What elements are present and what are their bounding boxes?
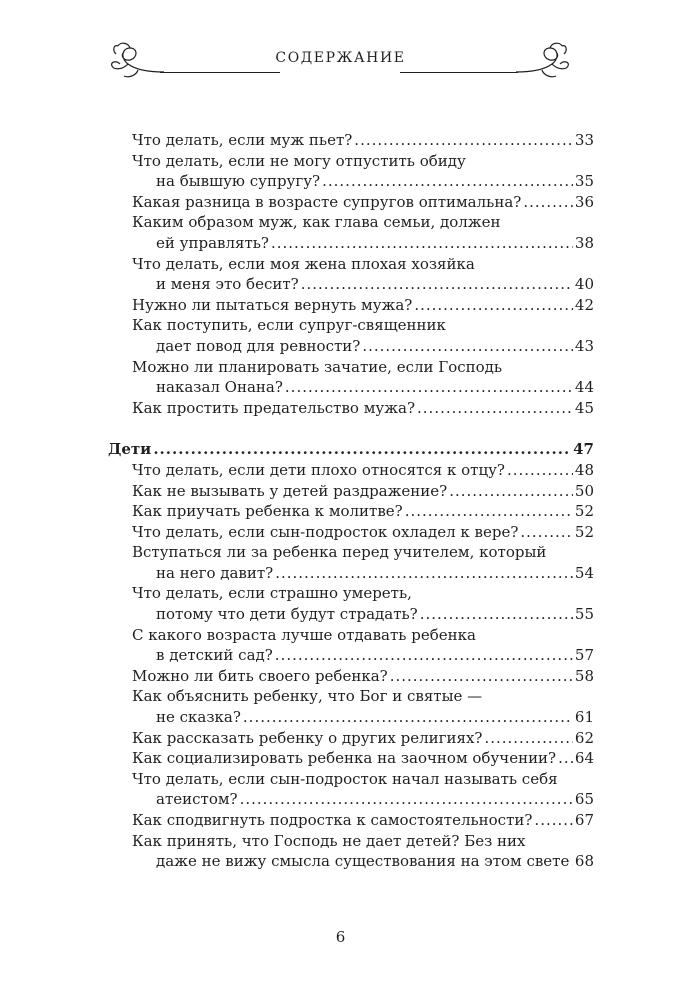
- dot-leader: [520, 522, 573, 543]
- toc-entry-text: Как рассказать ребенку о других религиях?: [132, 728, 483, 747]
- toc-entry-text: С какого возраста лучше отдавать ребенка: [132, 625, 476, 644]
- toc-entry-text: Вступаться ли за ребенка перед учителем, который: [132, 543, 547, 562]
- running-header: [0, 36, 681, 80]
- toc-entry-text: даже не вижу смысла существования на этом свете: [156, 852, 570, 871]
- toc-entry[interactable]: [108, 357, 594, 398]
- toc-entry[interactable]: [108, 212, 594, 253]
- dot-leader: [271, 233, 573, 254]
- toc-page-number: 68: [574, 852, 594, 871]
- dot-leader: [153, 439, 571, 460]
- toc-entry-text: Какая разница в возрасте супругов оптимальна?: [132, 192, 522, 211]
- toc-page-number: 54: [574, 563, 594, 582]
- toc-entry[interactable]: [108, 501, 594, 522]
- toc-entry[interactable]: [108, 151, 594, 192]
- dot-leader: [390, 666, 573, 687]
- toc-entry-text: в детский сад?: [156, 646, 273, 665]
- toc-entry-text: Как объяснить ребенку, что Бог и святые —: [132, 687, 483, 706]
- table-of-contents: [108, 130, 594, 872]
- page-title: СОДЕРЖАНИЕ: [275, 50, 406, 66]
- toc-entry-text: Как не вызывать у детей раздражение?: [132, 481, 448, 500]
- toc-entry-text: Что делать, если дети плохо относятся к отцу?: [132, 460, 505, 479]
- section-spacer: [108, 418, 594, 439]
- toc-entry-text: Что делать, если страшно умереть,: [132, 584, 412, 603]
- toc-entry-text: Дети: [108, 440, 152, 459]
- toc-entry-line: [108, 151, 594, 172]
- toc-page-number: 36: [574, 192, 594, 211]
- toc-entry-text: не сказка?: [156, 708, 241, 727]
- dot-leader: [558, 748, 573, 769]
- toc-entry-line: [108, 707, 594, 728]
- toc-entry-line: [108, 398, 594, 419]
- toc-section-marriage: [108, 130, 594, 418]
- toc-entry-text: на него давит?: [156, 563, 274, 582]
- toc-entry[interactable]: [108, 398, 594, 419]
- toc-entry[interactable]: [108, 583, 594, 624]
- toc-entry[interactable]: [108, 666, 594, 687]
- toc-page-number: 65: [574, 790, 594, 809]
- toc-entry[interactable]: [108, 315, 594, 356]
- dot-leader: [405, 501, 573, 522]
- toc-entry-line: [108, 254, 594, 275]
- toc-entry[interactable]: [108, 130, 594, 151]
- toc-entry-text: Как простить предательство мужа?: [132, 398, 416, 417]
- toc-entry-text: Как сподвигнуть подростка к самостоятельности?: [132, 811, 533, 829]
- toc-entry-text: наказал Онана?: [156, 378, 283, 397]
- dot-leader: [301, 274, 573, 295]
- toc-page-number: 44: [574, 378, 594, 397]
- toc-entry-line: [108, 583, 594, 604]
- toc-entry[interactable]: [108, 769, 594, 810]
- dot-leader: [322, 171, 573, 192]
- toc-entry-line: [108, 233, 594, 254]
- toc-entry-text: Как приучать ребенка к молитве?: [132, 502, 403, 521]
- dot-leader: [571, 851, 573, 872]
- dot-leader: [534, 810, 572, 831]
- toc-entry-line: [108, 336, 594, 357]
- toc-entry-line: [108, 439, 594, 460]
- toc-entry[interactable]: [108, 542, 594, 583]
- toc-entry-line: [108, 377, 594, 398]
- toc-entry-line: [108, 295, 594, 316]
- toc-page-number: 64: [574, 749, 594, 768]
- toc-entry-line: [108, 357, 594, 378]
- toc-page-number: 33: [574, 131, 594, 149]
- toc-entry-text: на бывшую супругу?: [156, 172, 321, 191]
- toc-entry-text: Что делать, если не могу отпустить обиду: [132, 151, 466, 170]
- dot-leader: [523, 192, 573, 213]
- toc-section-heading[interactable]: [108, 439, 594, 460]
- toc-entry-text: Как принять, что Господь не дает детей? Без них: [132, 831, 526, 850]
- dot-leader: [275, 563, 573, 584]
- toc-entry-text: Что делать, если сын-подросток охладел к вере?: [132, 522, 519, 541]
- toc-entry-line: [108, 522, 594, 543]
- toc-entry-line: [108, 192, 594, 213]
- dot-leader: [414, 295, 573, 316]
- toc-entry-line: [108, 460, 594, 481]
- toc-entry-line: [108, 542, 594, 563]
- page-number: 6: [335, 928, 346, 946]
- toc-page-number: 45: [574, 398, 594, 417]
- toc-entry-line: [108, 810, 594, 831]
- toc-entry-line: [108, 769, 594, 790]
- toc-entry-line: [108, 831, 594, 852]
- toc-entry-line: [108, 728, 594, 749]
- header-rule-right: [400, 72, 518, 73]
- toc-entry-line: [108, 481, 594, 502]
- toc-page-number: 62: [574, 728, 594, 747]
- toc-entry[interactable]: [108, 460, 594, 481]
- toc-page-number: 61: [574, 708, 594, 727]
- toc-entry-text: ей управлять?: [156, 233, 269, 252]
- toc-page-number: 52: [574, 502, 594, 521]
- toc-entry-line: [108, 563, 594, 584]
- dot-leader: [420, 604, 573, 625]
- toc-entry[interactable]: [108, 686, 594, 727]
- toc-entry-line: [108, 130, 594, 151]
- toc-entry-text: Можно ли бить своего ребенка?: [132, 666, 388, 685]
- toc-entry-line: [108, 625, 594, 646]
- toc-entry-text: Каким образом муж, как глава семьи, должен: [132, 213, 501, 232]
- toc-entry-line: [108, 666, 594, 687]
- dot-leader: [362, 336, 573, 357]
- toc-page-number: 42: [574, 295, 594, 314]
- toc-page-number: 35: [574, 172, 594, 191]
- toc-entry-text: дает повод для ревности?: [156, 336, 361, 355]
- toc-page-number: 43: [574, 336, 594, 355]
- toc-section-children: [108, 439, 594, 871]
- toc-entry-line: [108, 604, 594, 625]
- toc-entry-text: Что делать, если сын-подросток начал называть себя: [132, 769, 558, 788]
- toc-entry[interactable]: [108, 481, 594, 502]
- toc-entry-text: Можно ли планировать зачатие, если Господь: [132, 357, 503, 376]
- toc-entry[interactable]: [108, 192, 594, 213]
- toc-entry-text: потому что дети будут страдать?: [156, 605, 418, 624]
- dot-leader: [354, 130, 573, 151]
- toc-entry-text: Как поступить, если супруг-священник: [132, 316, 446, 335]
- toc-page-number: 47: [573, 440, 594, 459]
- toc-page-number: 67: [574, 811, 594, 829]
- toc-page-number: 58: [574, 666, 594, 685]
- toc-entry-line: [108, 686, 594, 707]
- toc-entry-line: [108, 645, 594, 666]
- toc-entry[interactable]: [108, 810, 594, 831]
- toc-page-number: 38: [574, 233, 594, 252]
- toc-entry-line: [108, 789, 594, 810]
- toc-page-number: 50: [574, 481, 594, 500]
- toc-entry[interactable]: [108, 295, 594, 316]
- toc-page-number: 55: [574, 605, 594, 624]
- dot-leader: [484, 728, 572, 749]
- toc-entry-text: Что делать, если моя жена плохая хозяйка: [132, 254, 475, 273]
- toc-page-number: 57: [574, 646, 594, 665]
- dot-leader: [243, 707, 573, 728]
- toc-entry-text: Как социализировать ребенка на заочном обучении?: [132, 749, 557, 768]
- toc-entry-line: [108, 501, 594, 522]
- toc-entry[interactable]: [108, 522, 594, 543]
- toc-entry-text: Нужно ли пытаться вернуть мужа?: [132, 295, 413, 314]
- toc-page-number: 52: [574, 522, 594, 541]
- toc-page-number: 48: [574, 460, 594, 479]
- dot-leader: [275, 645, 573, 666]
- toc-entry-line: [108, 851, 594, 872]
- toc-entry[interactable]: [108, 748, 594, 769]
- toc-entry-line: [108, 212, 594, 233]
- toc-entry[interactable]: [108, 831, 594, 872]
- toc-entry[interactable]: [108, 625, 594, 666]
- toc-entry-text: Что делать, если муж пьет?: [132, 131, 353, 149]
- dot-leader: [449, 481, 573, 502]
- dot-leader: [507, 460, 573, 481]
- toc-entry-line: [108, 315, 594, 336]
- toc-entry-text: атеистом?: [156, 790, 238, 809]
- toc-entry-line: [108, 274, 594, 295]
- toc-entry-line: [108, 171, 594, 192]
- toc-entry-text: и меня это бесит?: [156, 275, 299, 294]
- right-floral-ornament-icon: [516, 40, 572, 80]
- toc-entry-line: [108, 748, 594, 769]
- dot-leader: [285, 377, 573, 398]
- dot-leader: [417, 398, 573, 419]
- header-rule-left: [160, 72, 280, 73]
- dot-leader: [240, 789, 573, 810]
- toc-page-number: 40: [574, 275, 594, 294]
- toc-entry[interactable]: [108, 728, 594, 749]
- toc-entry[interactable]: [108, 254, 594, 295]
